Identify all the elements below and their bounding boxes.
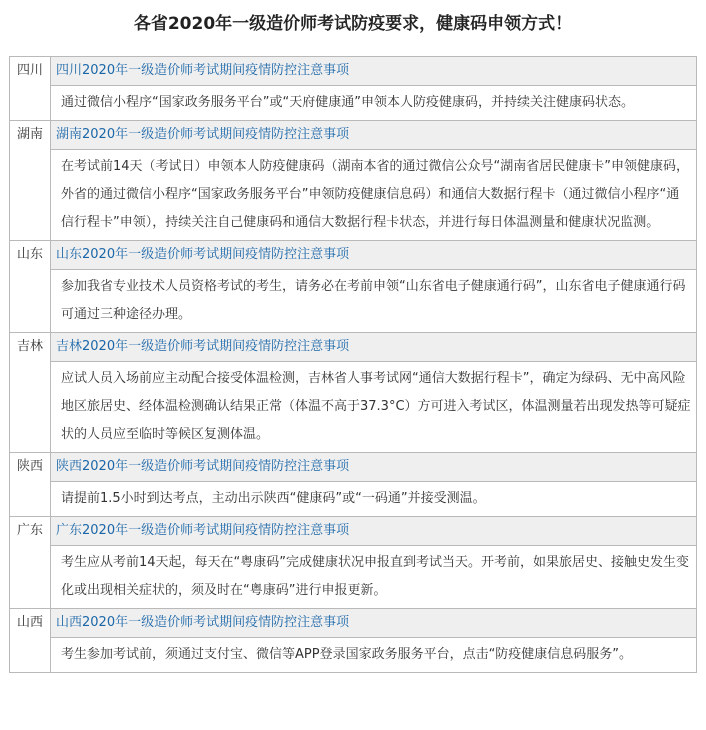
table-row [10,517,697,546]
requirement-text: 请提前1.5小时到达考点，主动出示陕西“健康码”或“一码通”并接受测温。 [51,482,697,517]
notice-link-hunan[interactable]: 湖南2020年一级造价师考试期间疫情防控注意事项 [56,127,350,142]
notice-link-cell [51,453,697,482]
table-row [10,638,697,673]
page-title: 各省2020年一级造价师考试防疫要求，健康码申领方式！ [133,14,573,34]
notice-link-cell [51,57,697,86]
province-cell: 四川 [10,57,51,121]
notice-link-cell [51,241,697,270]
notice-link-shandong[interactable]: 山东2020年一级造价师考试期间疫情防控注意事项 [56,247,350,262]
province-cell: 山西 [10,609,51,673]
table-row [10,241,697,270]
requirement-text: 参加我省专业技术人员资格考试的考生，请务必在考前申领“山东省电子健康通行码”，山东省电子健康通行码可通过三种途径办理。 [51,270,697,333]
notice-link-shaanxi[interactable]: 陕西2020年一级造价师考试期间疫情防控注意事项 [56,459,350,474]
notice-link-cell [51,517,697,546]
table-row [10,150,697,241]
requirement-text: 在考试前14天（考试日）申领本人防疫健康码（湖南本省的通过微信公众号“湖南省居民健康卡”申领健康码，外省的通过微信小程序“国家政务服务平台”申领防疫健康信息码）和通信大数据行程卡（通过微信小程序“通信行程卡”申领），持续关注自己健康码和通信大数据行程卡状态，并进行每日体温测量和健康状况监测。 [51,150,697,241]
table-row [10,86,697,121]
province-requirements-table [9,56,697,673]
notice-link-guangdong[interactable]: 广东2020年一级造价师考试期间疫情防控注意事项 [56,523,350,538]
table-row [10,270,697,333]
province-cell: 吉林 [10,333,51,453]
province-cell: 湖南 [10,121,51,241]
province-cell: 山东 [10,241,51,333]
notice-link-jilin[interactable]: 吉林2020年一级造价师考试期间疫情防控注意事项 [56,339,350,354]
table-row [10,121,697,150]
requirement-text: 考生应从考前14天起，每天在“粤康码”完成健康状况申报直到考试当天。开考前，如果旅居史、接触史发生变化或出现相关症状的，须及时在“粤康码”进行申报更新。 [51,546,697,609]
table-row [10,57,697,86]
notice-link-sichuan[interactable]: 四川2020年一级造价师考试期间疫情防控注意事项 [56,63,350,78]
table-row [10,609,697,638]
table-row [10,453,697,482]
table-row [10,482,697,517]
notice-link-cell [51,121,697,150]
province-cell: 广东 [10,517,51,609]
notice-link-shanxi[interactable]: 山西2020年一级造价师考试期间疫情防控注意事项 [56,615,350,630]
requirement-text: 考生参加考试前，须通过支付宝、微信等APP登录国家政务服务平台，点击“防疫健康信息码服务”。 [51,638,697,673]
notice-link-cell [51,333,697,362]
requirement-text: 应试人员入场前应主动配合接受体温检测，吉林省人事考试网“通信大数据行程卡”，确定为绿码、无中高风险地区旅居史、经体温检测确认结果正常（体温不高于37.3°C）方可进入考试区，体温测量若出现发热等可疑症状的人员应至临时等候区复测体温。 [51,362,697,453]
notice-link-cell [51,609,697,638]
table-row [10,546,697,609]
table-row [10,333,697,362]
province-cell: 陕西 [10,453,51,517]
table-row [10,362,697,453]
requirement-text: 通过微信小程序“国家政务服务平台”或“天府健康通”申领本人防疫健康码，并持续关注健康码状态。 [51,86,697,121]
